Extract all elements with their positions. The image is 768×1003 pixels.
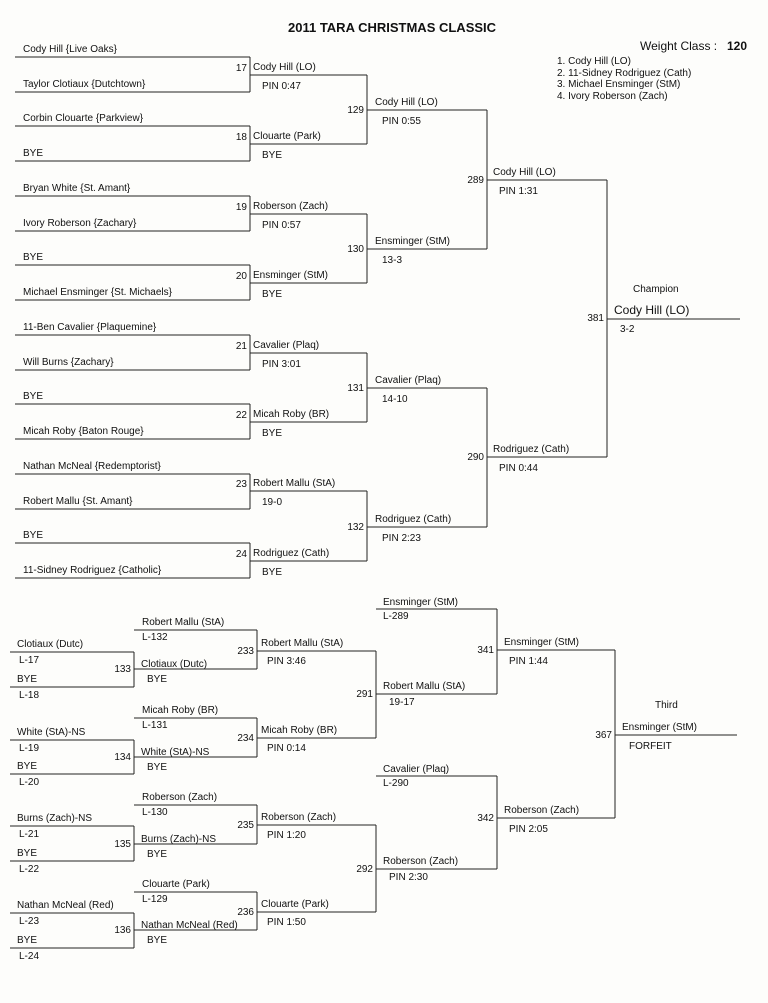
bout-number: 134 [114, 752, 131, 763]
bout-number: 381 [587, 313, 604, 324]
bout-number: 24 [235, 549, 247, 560]
drop-in-name: Ensminger (StM) [383, 597, 459, 608]
match-winner: Rodriguez (Cath) [375, 514, 452, 525]
entrant-name: Nathan McNeal {Redemptorist} [23, 461, 161, 472]
bout-number: 342 [477, 813, 494, 824]
bout-number: 136 [114, 925, 131, 936]
match-winner: Burns (Zach)-NS [141, 834, 217, 845]
match-result: 19-0 [262, 497, 283, 508]
match-result: PIN 0:57 [262, 220, 301, 231]
entrant-name: BYE [23, 530, 44, 541]
match-result: BYE [147, 935, 168, 946]
match-result: PIN 1:44 [509, 656, 548, 667]
consolation-entrant: BYE [17, 761, 38, 772]
match-winner: Cody Hill (LO) [253, 62, 316, 73]
bout-number: 135 [114, 839, 131, 850]
bout-number: 19 [235, 202, 247, 213]
bout-number: 130 [347, 244, 364, 255]
match-winner: Roberson (Zach) [261, 812, 337, 823]
match-result: PIN 1:31 [499, 186, 538, 197]
match-winner: Clouarte (Park) [253, 131, 321, 142]
bout-number: 292 [356, 864, 373, 875]
third-place-name: Ensminger (StM) [622, 722, 698, 733]
bout-number: 133 [114, 664, 131, 675]
entrant-name: Taylor Clotiaux {Dutchtown} [23, 79, 146, 90]
loser-from: L-132 [142, 632, 168, 643]
consolation-entrant: BYE [17, 848, 38, 859]
match-winner: Ensminger (StM) [253, 270, 329, 281]
loser-from: L-131 [142, 720, 168, 731]
loser-from: L-22 [19, 864, 40, 875]
drop-in-name: Roberson (Zach) [142, 792, 218, 803]
placing-item: 3. Michael Ensminger (StM) [557, 79, 681, 90]
match-winner: Nathan McNeal (Red) [141, 920, 238, 931]
match-result: PIN 2:30 [389, 872, 428, 883]
drop-in-name: Robert Mallu (StA) [142, 617, 225, 628]
match-winner: Roberson (Zach) [383, 856, 459, 867]
match-result: FORFEIT [629, 741, 672, 752]
placing-item: 2. 11-Sidney Rodriguez (Cath) [557, 67, 692, 79]
bout-number: 132 [347, 522, 364, 533]
entrant-name: Micah Roby {Baton Rouge} [23, 426, 144, 437]
entrant-name: BYE [23, 391, 44, 402]
match-winner: Roberson (Zach) [253, 201, 329, 212]
match-winner: Ensminger (StM) [375, 236, 451, 247]
drop-in-name: Cavalier (Plaq) [383, 764, 450, 775]
loser-from: L-130 [142, 807, 168, 818]
consolation-entrant: BYE [17, 674, 38, 685]
match-result: BYE [147, 849, 168, 860]
bout-number: 20 [235, 271, 247, 282]
loser-from: L-289 [383, 611, 409, 622]
bout-number: 341 [477, 645, 494, 656]
loser-from: L-20 [19, 777, 40, 788]
bout-number: 235 [237, 820, 254, 831]
bout-number: 291 [356, 689, 373, 700]
match-winner: Clouarte (Park) [261, 899, 329, 910]
match-winner: Roberson (Zach) [504, 805, 580, 816]
consolation-entrant: Burns (Zach)-NS [17, 813, 93, 824]
entrant-name: Michael Ensminger {St. Michaels} [23, 287, 172, 298]
bout-number: 234 [237, 733, 254, 744]
drop-in-name: Micah Roby (BR) [142, 705, 219, 716]
loser-from: L-290 [383, 778, 409, 789]
match-result: PIN 3:46 [267, 656, 306, 667]
loser-from: L-23 [19, 916, 40, 927]
entrant-name: 11-Ben Cavalier {Plaquemine} [23, 322, 157, 333]
match-result: BYE [262, 567, 283, 578]
consolation-entrant: Nathan McNeal (Red) [17, 900, 114, 911]
bout-number: 236 [237, 907, 254, 918]
match-result: PIN 2:05 [509, 824, 548, 835]
consolation-entrant: Clotiaux (Dutc) [17, 639, 84, 650]
match-result: PIN 2:23 [382, 533, 421, 544]
match-winner: Robert Mallu (StA) [253, 478, 336, 489]
bout-number: 17 [235, 63, 247, 74]
match-result: PIN 3:01 [262, 359, 301, 370]
loser-from: L-21 [19, 829, 40, 840]
entrant-name: Bryan White {St. Amant} [23, 183, 131, 194]
bout-number: 290 [467, 452, 484, 463]
loser-from: L-24 [19, 951, 40, 962]
bout-number: 129 [347, 105, 364, 116]
champion-label: Champion [633, 284, 679, 295]
match-result: PIN 1:50 [267, 917, 306, 928]
bout-number: 21 [235, 341, 247, 352]
match-winner: Micah Roby (BR) [261, 725, 338, 736]
match-result: BYE [262, 428, 283, 439]
match-result: PIN 0:14 [267, 743, 306, 754]
match-winner: Robert Mallu (StA) [383, 681, 466, 692]
match-winner: Rodriguez (Cath) [253, 548, 330, 559]
match-winner: Robert Mallu (StA) [261, 638, 344, 649]
match-result: BYE [147, 762, 168, 773]
match-result: 19-17 [389, 697, 415, 708]
entrant-name: 11-Sidney Rodriguez {Catholic} [23, 565, 162, 576]
loser-from: L-18 [19, 690, 40, 701]
bout-number: 131 [347, 383, 364, 394]
match-result: 3-2 [620, 324, 635, 335]
drop-in-name: Clouarte (Park) [142, 879, 210, 890]
match-result: PIN 0:55 [382, 116, 421, 127]
consolation-entrant: White (StA)-NS [17, 727, 86, 738]
match-winner: Cavalier (Plaq) [253, 340, 320, 351]
match-result: 14-10 [382, 394, 408, 405]
entrant-name: BYE [23, 252, 44, 263]
match-winner: Ensminger (StM) [504, 637, 580, 648]
match-result: PIN 0:47 [262, 81, 301, 92]
entrant-name: Robert Mallu {St. Amant} [23, 496, 133, 507]
page-title: 2011 TARA CHRISTMAS CLASSIC [288, 20, 497, 35]
weight-class-label: Weight Class : [640, 39, 718, 53]
match-winner: Micah Roby (BR) [253, 409, 330, 420]
bout-number: 233 [237, 646, 254, 657]
match-winner: Cody Hill (LO) [375, 97, 438, 108]
match-winner: Cody Hill (LO) [493, 167, 556, 178]
match-winner: Cavalier (Plaq) [375, 375, 442, 386]
loser-from: L-129 [142, 894, 168, 905]
match-winner: Rodriguez (Cath) [493, 444, 570, 455]
match-result: BYE [262, 289, 283, 300]
weight-class-value: 120 [727, 39, 748, 53]
consolation-entrant: BYE [17, 935, 38, 946]
bout-number: 23 [235, 479, 247, 490]
match-winner: Clotiaux (Dutc) [141, 659, 208, 670]
loser-from: L-19 [19, 743, 40, 754]
bout-number: 367 [595, 730, 612, 741]
match-result: 13-3 [382, 255, 403, 266]
bout-number: 289 [467, 175, 484, 186]
entrant-name: Cody Hill {Live Oaks} [23, 44, 117, 55]
match-winner: White (StA)-NS [141, 747, 210, 758]
placing-item: 1. Cody Hill (LO) [557, 56, 631, 67]
entrant-name: Will Burns {Zachary} [23, 357, 114, 368]
match-result: PIN 0:44 [499, 463, 538, 474]
bout-number: 22 [235, 410, 247, 421]
third-label: Third [655, 700, 678, 711]
entrant-name: Ivory Roberson {Zachary} [23, 218, 137, 229]
champion-name: Cody Hill (LO) [614, 303, 690, 317]
match-result: BYE [147, 674, 168, 685]
entrant-name: BYE [23, 148, 44, 159]
match-result: PIN 1:20 [267, 830, 306, 841]
bout-number: 18 [235, 132, 247, 143]
placing-item: 4. Ivory Roberson (Zach) [557, 90, 668, 102]
entrant-name: Corbin Clouarte {Parkview} [23, 113, 144, 124]
match-result: BYE [262, 150, 283, 161]
loser-from: L-17 [19, 655, 40, 666]
